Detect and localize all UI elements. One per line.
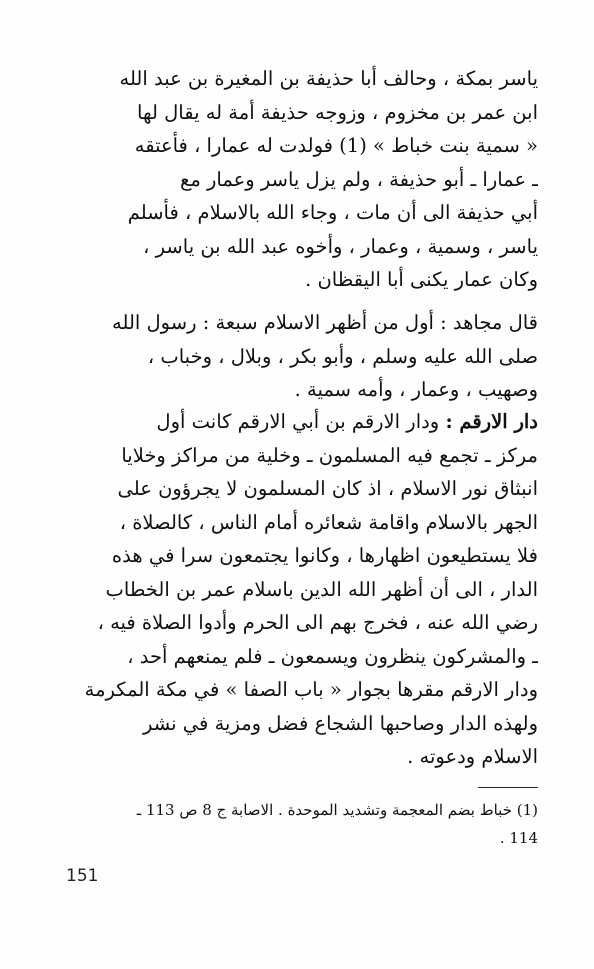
paragraph-line: ودار الارقم مقرها بجوار « باب الصفا » في مكة المكرمة xyxy=(84,678,538,701)
paragraph-line: الدار ، الى أن أظهر الله الدين باسلام عمر بن الخطاب xyxy=(105,577,538,601)
paragraph-line: مركز ـ تجمع فيه المسلمون ـ وخلية من مراكز وخلايا xyxy=(121,443,538,467)
paragraph-2 xyxy=(62,306,538,407)
paragraph-line: قال مجاهد : أول من أظهر الاسلام سبعة : رسول الله xyxy=(112,311,538,334)
paragraph-line: فلا يستطيعون اظهارها ، وكانوا يجتمعون سرا في هذه xyxy=(111,544,538,567)
footnote-line: (1) خباط بضم المعجمة وتشديد الموحدة . الاصابة ج 8 ص 113 ـ xyxy=(136,801,538,819)
paragraph-line: ولهذه الدار وصاحبها الشجاع فضل ومزية في نشر xyxy=(143,711,538,735)
paragraph-line: وصهيب ، وعمار ، وأمه سمية . xyxy=(294,378,538,401)
footnote-divider xyxy=(478,787,538,788)
paragraph-line: ياسر ، وسمية ، وعمار ، وأخوه عبد الله بن ياسر ، xyxy=(143,234,538,258)
paragraph-1 xyxy=(62,62,538,297)
paragraph-3 xyxy=(62,405,538,774)
paragraph-first-line xyxy=(62,405,538,439)
paragraph-line: ابن عمر بن مخزوم ، وزوجه حذيفة أمة له يقال لها xyxy=(137,100,538,124)
page-number: 151 xyxy=(66,866,99,886)
paragraph-line: ـ والمشركون ينظرون ويسمعون ـ فلم يمنعهم أحد ، xyxy=(127,644,538,668)
paragraph-line: الجهر بالاسلام واقامة شعائره أمام الناس ، كالصلاة ، xyxy=(119,510,538,534)
paragraph-line: وكان عمار يكنى أبا اليقظان . xyxy=(305,268,538,291)
footnote-line: 114 . xyxy=(499,829,538,847)
paragraph-line: الاسلام ودعوته . xyxy=(407,745,538,768)
paragraph-line: « سمية بنت خباط » (1) فولدت له عمارا ، فأعتقه xyxy=(134,134,538,157)
paragraph-line: رضي الله عنه ، فخرج بهم الى الحرم وأدوا الصلاة فيه ، xyxy=(97,611,538,634)
footnote xyxy=(62,796,538,852)
section-heading: دار الارقم : xyxy=(445,410,538,433)
paragraph-line: صلى الله عليه وسلم ، وأبو بكر ، وبلال ، وخباب ، xyxy=(147,344,538,368)
paragraph-line: ياسر بمكة ، وحالف أبا حذيفة بن المغيرة بن عبد الله xyxy=(119,67,538,90)
paragraph-line: انبثاق نور الاسلام ، اذ كان المسلمون لا يجرؤون على xyxy=(117,477,538,500)
paragraph-line: ـ عمارا ـ أبو حذيفة ، ولم يزل ياسر وعمار مع xyxy=(179,167,538,191)
paragraph-line: أبي حذيفة الى أن مات ، وجاء الله بالاسلام ، فأسلم xyxy=(127,201,538,224)
paragraph-text: ودار الارقم بن أبي الارقم كانت أول xyxy=(156,410,446,433)
